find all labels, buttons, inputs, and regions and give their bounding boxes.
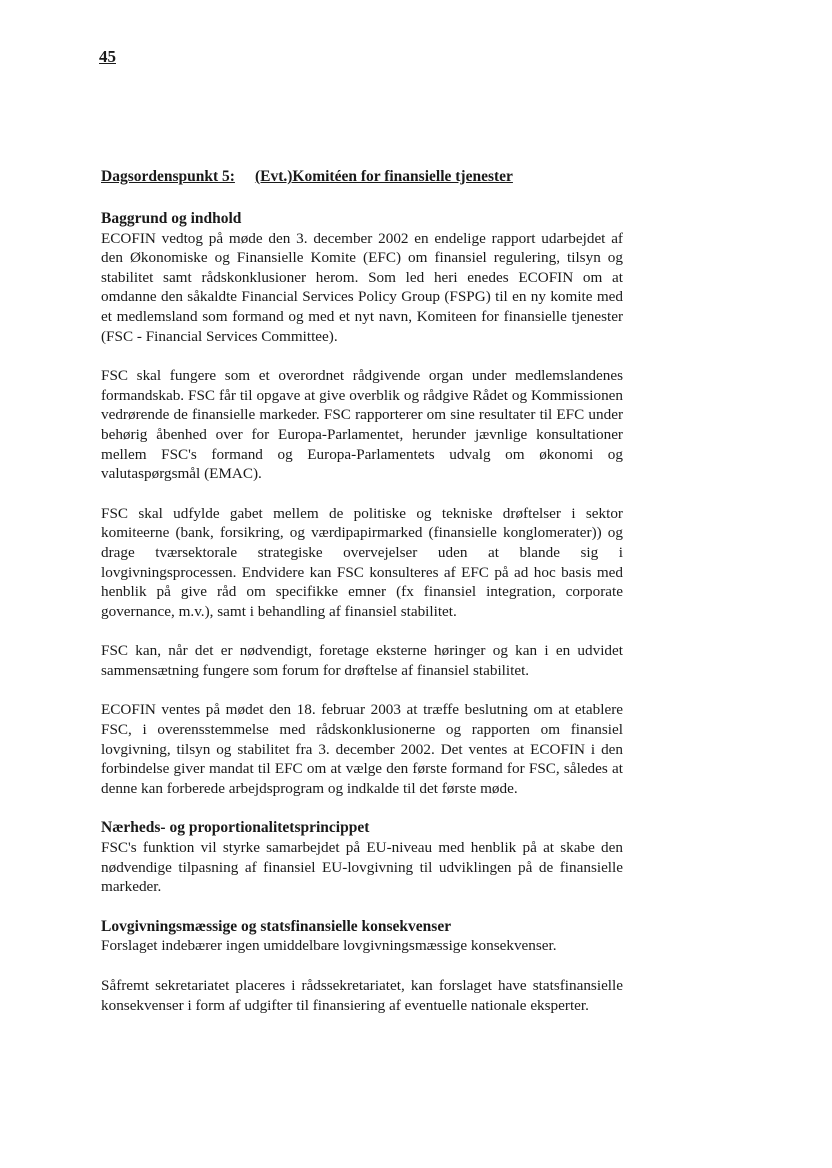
body-paragraph: ECOFIN vedtog på møde den 3. december 2002 en endelige rapport udarbejdet af den Økonomiske og Finansielle Komite (EFC) om finansiel regulering, tilsyn og stabilitet samt rådskonklusioner herom. Som led heri enedes ECOFIN om at omdanne den såkaldte Financial Services Policy Group (FSPG) til en ny komite med et medlemsland som formand og med et nyt navn, Komiteen for finansielle tjenester (FSC - Financial Services Committee). <box>101 229 623 345</box>
body-paragraph: FSC kan, når det er nødvendigt, foretage eksterne høringer og kan i en udvidet sammensætning fungere som forum for drøftelse af finansiel stabilitet. <box>101 642 623 679</box>
agenda-title: (Evt.)Komitéen for finansielle tjenester <box>254 168 513 185</box>
body-paragraph: Forslaget indebærer ingen umiddelbare lovgivningsmæssige konsekvenser. <box>101 937 557 955</box>
document-body <box>101 209 623 1035</box>
section-heading: Baggrund og indhold <box>101 210 242 227</box>
agenda-item-heading <box>101 168 661 186</box>
body-paragraph: FSC skal udfylde gabet mellem de politiske og tekniske drøftelser i sektor komiteerne (bank, forsikring, og værdipapirmarked (finansielle konglomerater)) og drage tværsektorale strategiske overvejelser uden at blande sig i lovgivningsprocessen. Endvidere kan FSC konsulteres af EFC på ad hoc basis med henblik på give råd om specifikke emner (fx finansiel integration, corporate governance, m.v.), samt i behandling af finansiel stabilitet. <box>101 504 623 620</box>
agenda-label: Dagsordenspunkt 5: <box>101 168 235 185</box>
section-background <box>101 209 623 798</box>
section-heading: Nærheds- og proportionalitetsprincippet <box>101 819 370 837</box>
body-paragraph: Såfremt sekretariatet placeres i rådssekretariatet, kan forslaget have statsfinansielle konsekvenser i form af udgifter til finansiering af eventuelle nationale eksperter. <box>101 977 623 1014</box>
section-subsidiarity <box>101 818 623 896</box>
section-consequences <box>101 917 623 1015</box>
body-paragraph: FSC's funktion vil styrke samarbejdet på EU-niveau med henblik på at skabe den nødvendige tilpasning af finansiel EU-lovgivning til udviklingen på de finansielle markeder. <box>101 839 623 896</box>
page-number: 45 <box>99 47 116 66</box>
body-paragraph: FSC skal fungere som et overordnet rådgivende organ under medlemslandenes formandskab. FSC får til opgave at give overblik og rådgive Rådet og Kommissionen vedrørende de finansielle markeder. FSC rapporterer om sine resultater til EFC under behørig åbenhed over for Europa-Parlamentet, herunder jævnlige konsultationer mellem FSC's formand og Europa-Parlamentets udvalg om økonomi og valutaspørgsmål (EMAC). <box>101 367 623 483</box>
section-heading: Lovgivningsmæssige og statsfinansielle konsekvenser <box>101 917 452 935</box>
body-paragraph: ECOFIN ventes på mødet den 18. februar 2003 at træffe beslutning om at etablere FSC, i overensstemmelse med rådskonklusionerne og rapporten om finansiel lovgivning, tilsyn og stabilitet fra 3. december 2002. Det ventes at ECOFIN i den forbindelse giver mandat til EFC om at vælge den første formand for FSC, således at denne kan forberede arbejdsprogram og indkalde til det første møde. <box>101 701 623 797</box>
